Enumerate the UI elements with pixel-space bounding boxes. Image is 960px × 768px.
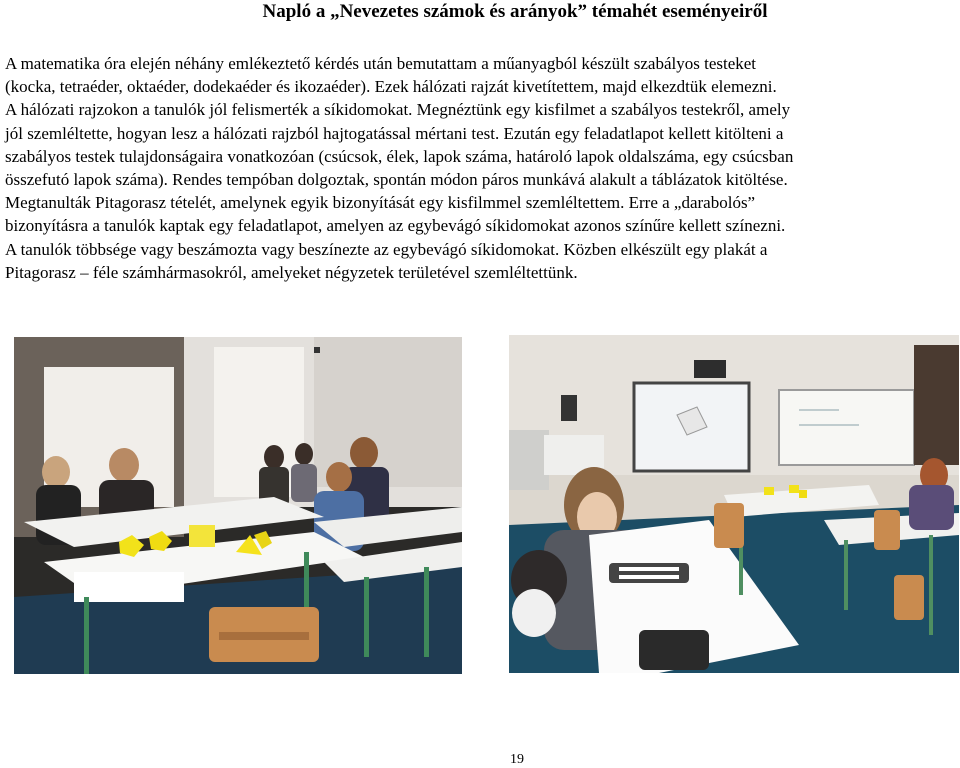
body-paragraph xyxy=(5,52,955,284)
paragraph-line: A matematika óra elején néhány emlékeztető kérdés után bemutattam a műanyagból készült szabályos testeket xyxy=(5,54,757,73)
classroom-photo-right xyxy=(509,335,959,673)
paragraph-line: jól szemléltette, hogyan lesz a hálózati rajzból hajtogatással mértani test. Ezután egy feladatlapot kellett kitölteni a xyxy=(5,123,784,143)
paragraph-line: bizonyításra a tanulók kaptak egy feladatlapot, amelyen az egybevágó síkidomokat azonos színűre kellett színezni. xyxy=(5,216,786,236)
classroom-scene-right xyxy=(509,335,959,673)
paragraph-line: (kocka, tetraéder, oktaéder, dodekaéder és ikozaéder). Ezek hálózati rajzát kivetítettem, majd elkezdtük elemezni. xyxy=(5,77,777,97)
paragraph-line: Pitagorasz – féle számhármasokról, amelyeket négyzetek területével szemléltettünk. xyxy=(5,262,578,282)
paragraph-line: A hálózati rajzokon a tanulók jól felismerték a síkidomokat. Megnéztünk egy kisfilmet a szabályos testekről, amely xyxy=(5,100,791,120)
paragraph-line: összefutó lapok száma). Rendes tempóban dolgoztak, spontán módon páros munkává alakult a táblázatok kitöltése. xyxy=(5,170,788,190)
classroom-scene-left xyxy=(14,337,462,674)
document-title-text: Napló a „Nevezetes számok és arányok” témahét eseményeiről xyxy=(262,1,768,22)
paragraph-line: Megtanulták Pitagorasz tételét, amelynek egyik bizonyítását egy kisfilmmel szemléltettem. Erre a „darabolós” xyxy=(5,193,756,213)
document-title xyxy=(0,0,960,24)
classroom-photo-left xyxy=(14,337,462,674)
page-number: 19 xyxy=(510,752,524,767)
paragraph-line: szabályos testek tulajdonságaira vonatkozóan (csúcsok, élek, lapok száma, határoló lapok oldalszáma, egy csúcsban xyxy=(5,146,794,166)
paragraph-line: A tanulók többsége vagy beszámozta vagy beszínezte az egybevágó síkidomokat. Közben elkészült egy plakát a xyxy=(5,239,768,259)
